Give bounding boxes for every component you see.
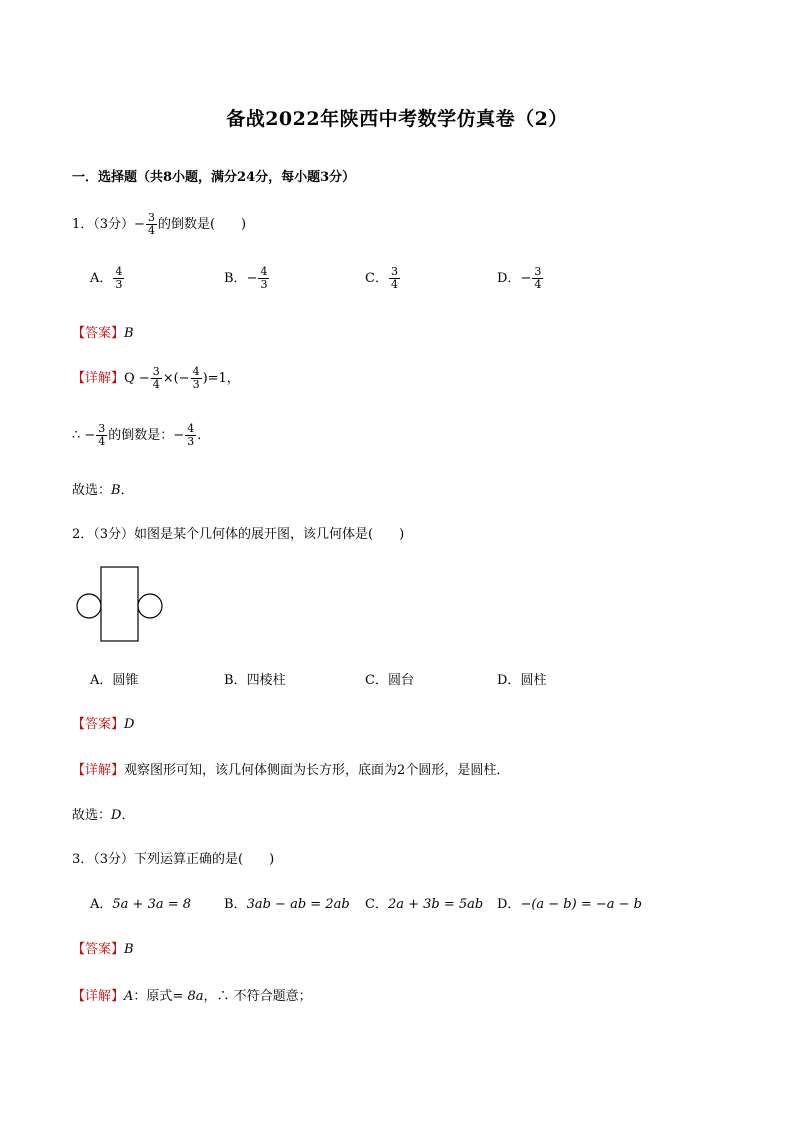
q2-option-d: D．圆柱 bbox=[497, 673, 547, 688]
question-number: 1．（3分） bbox=[72, 217, 135, 232]
answer-value: D bbox=[124, 717, 135, 732]
question-2-stem: 2．（3分）如图是某个几何体的展开图，该几何体是( ) bbox=[72, 527, 405, 542]
q3-option-d: D．−(a − b) = −a − b bbox=[497, 897, 642, 912]
net-circle-right bbox=[138, 594, 162, 618]
question-3-stem: 3．（3分）下列运算正确的是( ) bbox=[72, 852, 275, 867]
q2-detail: 【详解】观察图形可知，该几何体侧面为长方形，底面为2个圆形，是圆柱． bbox=[72, 763, 510, 778]
q3-detail: 【详解】A：原式= 8a，∴ 不符合题意； bbox=[72, 989, 312, 1004]
question-1-stem bbox=[72, 212, 246, 237]
q1-option-a: A． $\frac{4}{3}$ bbox=[90, 265, 123, 291]
net-diagram bbox=[74, 564, 166, 644]
net-rectangle bbox=[101, 567, 138, 641]
q1-choose: 故选：B． bbox=[72, 483, 134, 498]
q1-detail-line-1: 【详解】Q − $\frac{3}{4}$ ×(− $\frac{4}{3}$ )=1， bbox=[72, 365, 240, 391]
answer-tag: 【答案】 bbox=[72, 326, 125, 341]
q3-option-a: A．5a + 3a = 8 bbox=[90, 897, 192, 912]
answer-value: B bbox=[124, 326, 134, 341]
detail-tag: 【详解】 bbox=[72, 989, 125, 1004]
section-header: 一．选择题（共8小题，满分24分，每小题3分） bbox=[72, 170, 356, 185]
q2-choose: 故选：D． bbox=[72, 808, 135, 823]
question-text: 的倒数是( ) bbox=[157, 217, 247, 232]
fraction: $\frac{3}{4}$ bbox=[147, 211, 155, 237]
q3-option-b: B．3ab − ab = 2ab bbox=[224, 897, 350, 912]
q2-answer bbox=[72, 713, 134, 732]
detail-tag: 【详解】 bbox=[72, 763, 125, 778]
minus-sign: − bbox=[134, 217, 145, 232]
q2-option-a: A．圆锥 bbox=[90, 673, 139, 688]
net-circle-left bbox=[77, 594, 101, 618]
q3-answer bbox=[72, 938, 134, 957]
q2-option-c: C．圆台 bbox=[365, 673, 414, 688]
page-title: 备战2022年陕西中考数学仿真卷（2） bbox=[226, 108, 568, 130]
q1-answer bbox=[72, 322, 134, 341]
q1-option-d: D．− $\frac{3}{4}$ bbox=[497, 265, 542, 291]
detail-tag: 【详解】 bbox=[72, 371, 125, 386]
q1-option-c: C． $\frac{3}{4}$ bbox=[365, 265, 398, 291]
q1-detail-line-2: ∴ − $\frac{3}{4}$ 的倒数是：− $\frac{4}{3}$ ． bbox=[72, 422, 211, 448]
q1-option-b: B．− $\frac{4}{3}$ bbox=[224, 265, 268, 291]
answer-tag: 【答案】 bbox=[72, 942, 125, 957]
q2-option-b: B．四棱柱 bbox=[224, 673, 286, 688]
answer-tag: 【答案】 bbox=[72, 717, 125, 732]
q3-option-c: C．2a + 3b = 5ab bbox=[365, 897, 484, 912]
answer-value: B bbox=[124, 942, 134, 957]
